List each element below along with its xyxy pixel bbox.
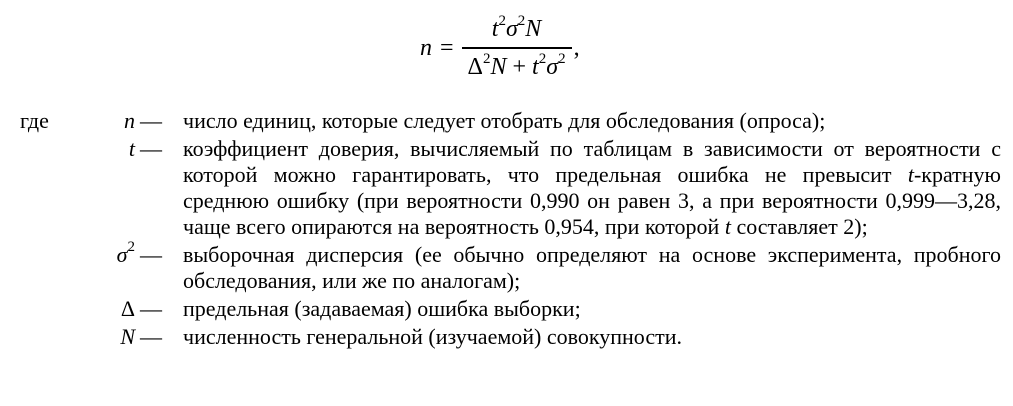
den-sigma-exponent: 2: [558, 50, 566, 67]
definition-text-part: составляет 2);: [730, 214, 868, 239]
definition-text: выборочная дисперсия (ее обычно определяют на основе эксперимента, пробного обследования, или же по аналогам);: [183, 242, 1001, 293]
definition-text: число единиц, которые следует отобрать для обследования (опроса);: [183, 108, 826, 133]
num-N: N: [525, 16, 542, 43]
definition-symbol: Δ: [120, 296, 135, 321]
num-t-exponent: 2: [498, 13, 506, 30]
sample-size-formula: [420, 12, 580, 84]
where-label: где: [20, 108, 49, 133]
formula-numerator: [486, 13, 548, 47]
den-t: t: [532, 53, 539, 80]
sigma-exponent: 2: [127, 239, 135, 255]
den-delta: Δ: [467, 53, 483, 80]
definition-row-t: [0, 136, 1013, 240]
definition-italic-t: t: [724, 214, 731, 239]
formula-comma: ,: [573, 34, 580, 61]
definition-text: [183, 136, 1001, 240]
den-plus: +: [512, 53, 527, 80]
num-sigma: σ: [505, 16, 518, 43]
definition-dash: —: [140, 296, 162, 321]
den-sigma: σ: [546, 53, 559, 80]
formula-denominator: [462, 49, 572, 79]
definition-text-part: -кратную среднюю ошибку (при вероятности 0,990 он равен 3, а при вероятности 0,999—3,28, чаще всего опираются на вероятность 0,954, при которой: [183, 162, 1001, 239]
definition-text: предельная (задаваемая) ошибка выборки;: [183, 296, 581, 321]
definition-row-n: [0, 108, 1013, 134]
symbol-definitions: [0, 108, 1013, 350]
den-t-exponent: 2: [538, 50, 547, 67]
num-sigma-exponent: 2: [517, 13, 526, 30]
definition-text: численность генеральной (изучаемой) совокупности.: [183, 324, 682, 349]
definition-symbol: N: [120, 324, 135, 349]
definition-dash: —: [140, 108, 162, 133]
num-t: t: [491, 16, 499, 43]
den-delta-exponent: 2: [482, 50, 491, 67]
definition-dash: —: [140, 242, 162, 267]
definition-italic-t: t: [907, 162, 914, 187]
sigma-symbol: σ: [116, 242, 128, 267]
formula-lhs: n: [420, 34, 432, 61]
definition-dash: —: [140, 136, 162, 161]
den-N: N: [490, 53, 507, 80]
definition-row-N: [0, 324, 1013, 350]
definition-row-sigma2: [0, 239, 1013, 294]
definition-symbol: [116, 239, 135, 268]
definition-dash: —: [140, 324, 162, 349]
definition-symbol: n: [124, 108, 135, 133]
definition-row-delta: [0, 296, 1013, 322]
definition-text-part: коэффициент доверия, вычисляемый по таблицам в зависимости от вероятности с которой можно гарантировать, что предельная ошибка не превысит: [183, 136, 1001, 187]
formula-equals: =: [440, 34, 454, 61]
definition-symbol: t: [128, 136, 135, 161]
formula-fraction: [462, 13, 572, 80]
